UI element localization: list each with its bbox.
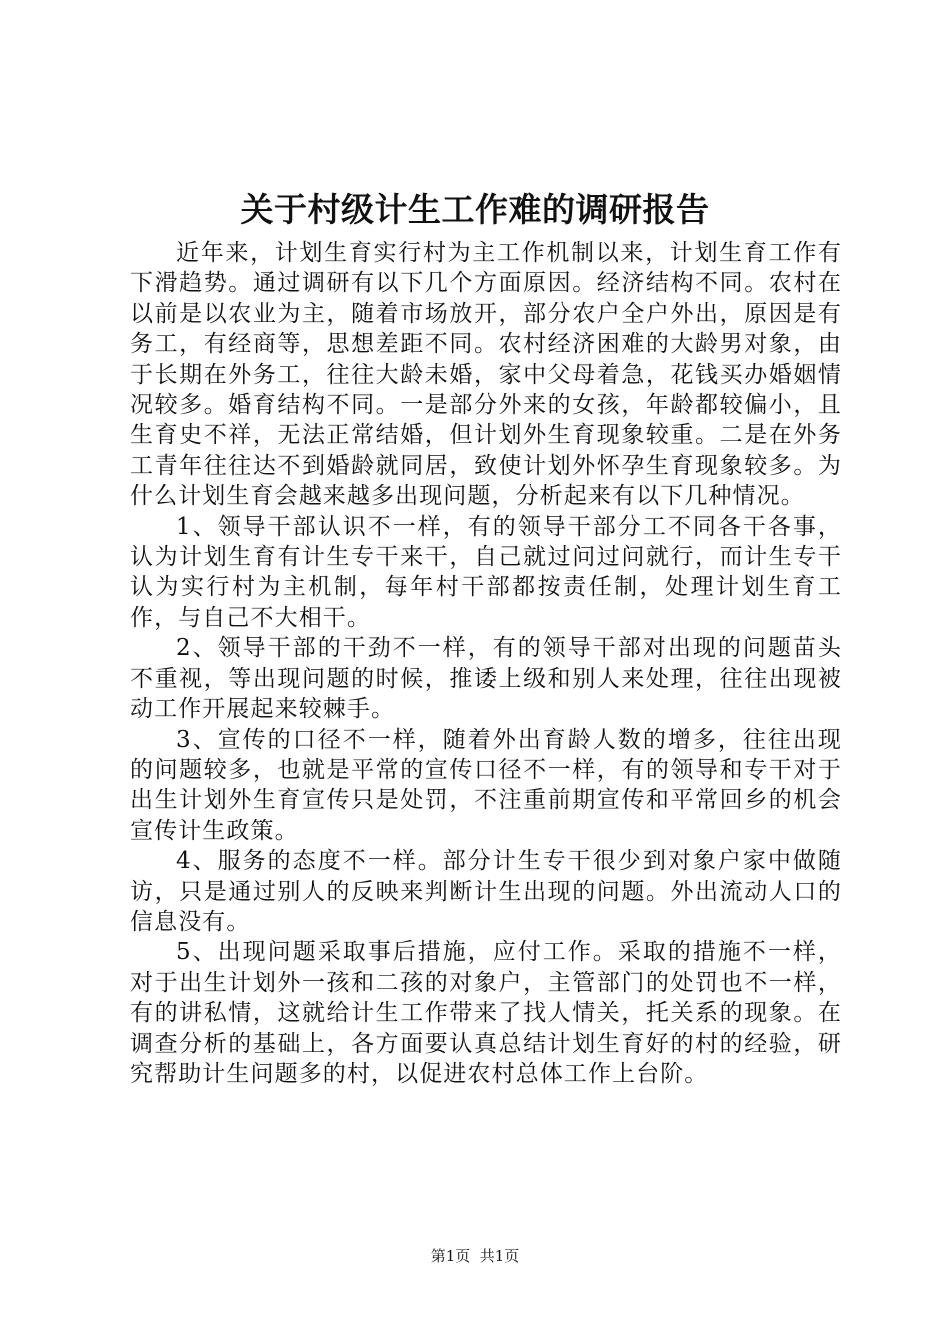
paragraph-intro: 近年来，计划生育实行村为主工作机制以来，计划生育工作有下滑趋势。通过调研有以下几个方面原因。经济结构不同。农村在以前是以农业为主，随着市场放开，部分农户全户外出，原因是有务工，有经商等，思想差距不同。农村经济困难的大龄男对象，由于长期在外务工，往往大龄未婚，家中父母着急，花钱买办婚姻情况较多。婚育结构不同。一是部分外来的女孩，年龄都较偏小，且生育史不祥，无法正常结婚，但计划外生育现象较重。二是在外务工青年往往达不到婚龄就同居，致使计划外怀孕生育现象较多。为什么计划生育会越来越多出现问题，分析起来有以下几种情况。: [130, 240, 842, 510]
paragraph-item-5: 5、出现问题采取事后措施，应付工作。采取的措施不一样，对于出生计划外一孩和二孩的对象户，主管部门的处罚也不一样，有的讲私情，这就给计生工作带来了找人情关，托关系的现象。在调查分析的基础上，各方面要认真总结计划生育好的村的经验，研究帮助计生问题多的村，以促进农村总体工作上台阶。: [130, 939, 842, 1087]
document-body: [130, 238, 842, 1089]
paragraph-item-2: 2、领导干部的干劲不一样，有的领导干部对出现的问题苗头不重视，等出现问题的时候，推诿上级和别人来处理，往往出现被动工作开展起来较棘手。: [130, 635, 842, 723]
paragraph-item-4: 4、服务的态度不一样。部分计生专干很少到对象户家中做随访，只是通过别人的反映来判断计生出现的问题。外出流动人口的信息没有。: [130, 848, 842, 935]
paragraph-item-3: 3、宣传的口径不一样，随着外出育龄人数的增多，往往出现的问题较多，也就是平常的宣传口径不一样，有的领导和专干对于出生计划外生育宣传只是处罚，不注重前期宣传和平常回乡的机会宣传计生政策。: [130, 726, 842, 844]
page-number-footer: 第1页 共1页: [430, 1247, 520, 1265]
paragraph-item-1: 1、领导干部认识不一样，有的领导干部分工不同各干各事，认为计划生育有计生专干来干，自己就过问过问就行，而计生专干认为实行村为主机制，每年村干部都按责任制，处理计划生育工作，与自己不大相干。: [130, 513, 842, 631]
document-title: 关于村级计生工作难的调研报告: [240, 190, 710, 229]
